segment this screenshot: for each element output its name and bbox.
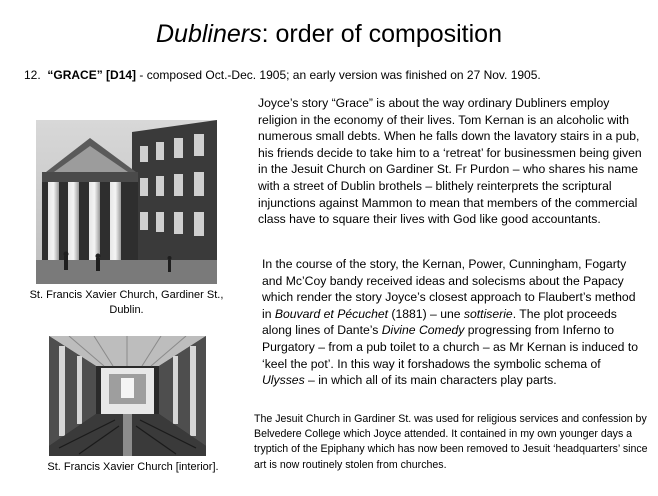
analysis-text-b: (1881) – une — [388, 306, 464, 321]
title-italic: Dubliners — [155, 20, 262, 48]
analysis-text-a: In the course of the story, the Kernan, Power, Cunningham, Fogarty and Mc’Coy bandy received ideas and solecisms about the Papacy which render the story Joyce’s closest approach to Flaubert’s method in — [262, 257, 636, 321]
story-title: “GRACE” — [47, 68, 103, 82]
paragraph-summary: Joyce’s story “Grace” is about the way ordinary Dubliners employ religion in the economy of their lives. Tom Kernan is an alcoholic with numerous small debts. When he falls down the lavatory stairs in a pub, his friends decide to take him to a ‘retreat’ for businessmen being given in the Jesuit Church on Gardiner St. Fr Purdon – who shares his name with a street of Dublin brothels – blithely reinterprets the scriptural injunctions against Mammon to mean that members of the commercial class have to square their lives with God like good accountants. — [258, 96, 642, 227]
divine-comedy-title: Divine Comedy — [381, 323, 465, 338]
title-rest: : order of composition — [261, 20, 502, 48]
paragraph-note: The Jesuit Church in Gardiner St. was used for religious services and confession by Belvedere College which Joyce attended. It contained in my own younger days a tryptich of the Epiphany which has now been removed to Jesuit ‘headquarters’ since art is now routinely stolen from churches. — [254, 413, 648, 471]
caption-interior: St. Francis Xavier Church [interior]. — [47, 461, 219, 473]
church-interior-photo — [49, 336, 206, 456]
story-code: [D14] — [106, 68, 137, 82]
item-number: 12. — [24, 68, 41, 82]
composition-details: - composed Oct.-Dec. 1905; an early version was finished on 27 Nov. 1905. — [136, 68, 541, 82]
church-interior-illustration — [49, 336, 206, 456]
church-exterior-photo — [36, 120, 217, 284]
story-heading — [24, 68, 644, 83]
church-exterior-illustration — [36, 120, 217, 284]
paragraph-analysis — [262, 256, 642, 389]
slide-title — [0, 18, 658, 50]
analysis-text-c: . The plot proceeds along lines of Dante’s — [262, 306, 617, 338]
bouvard-title: Bouvard et Pécuchet — [274, 306, 389, 321]
ulysses-title: Ulysses — [262, 373, 305, 388]
analysis-text-d: progressing from Inferno to Purgatory – from a pub toilet to a church – as Mr Kernan is induced to ‘keel the pot’. In this way it forshadows the symbolic schema of — [262, 323, 638, 371]
analysis-text-e: – in which all of its main characters play parts. — [304, 373, 557, 388]
caption-exterior: St. Francis Xavier Church, Gardiner St., Dublin. — [29, 289, 224, 316]
sottiserie-word: sottiserie — [463, 306, 513, 321]
